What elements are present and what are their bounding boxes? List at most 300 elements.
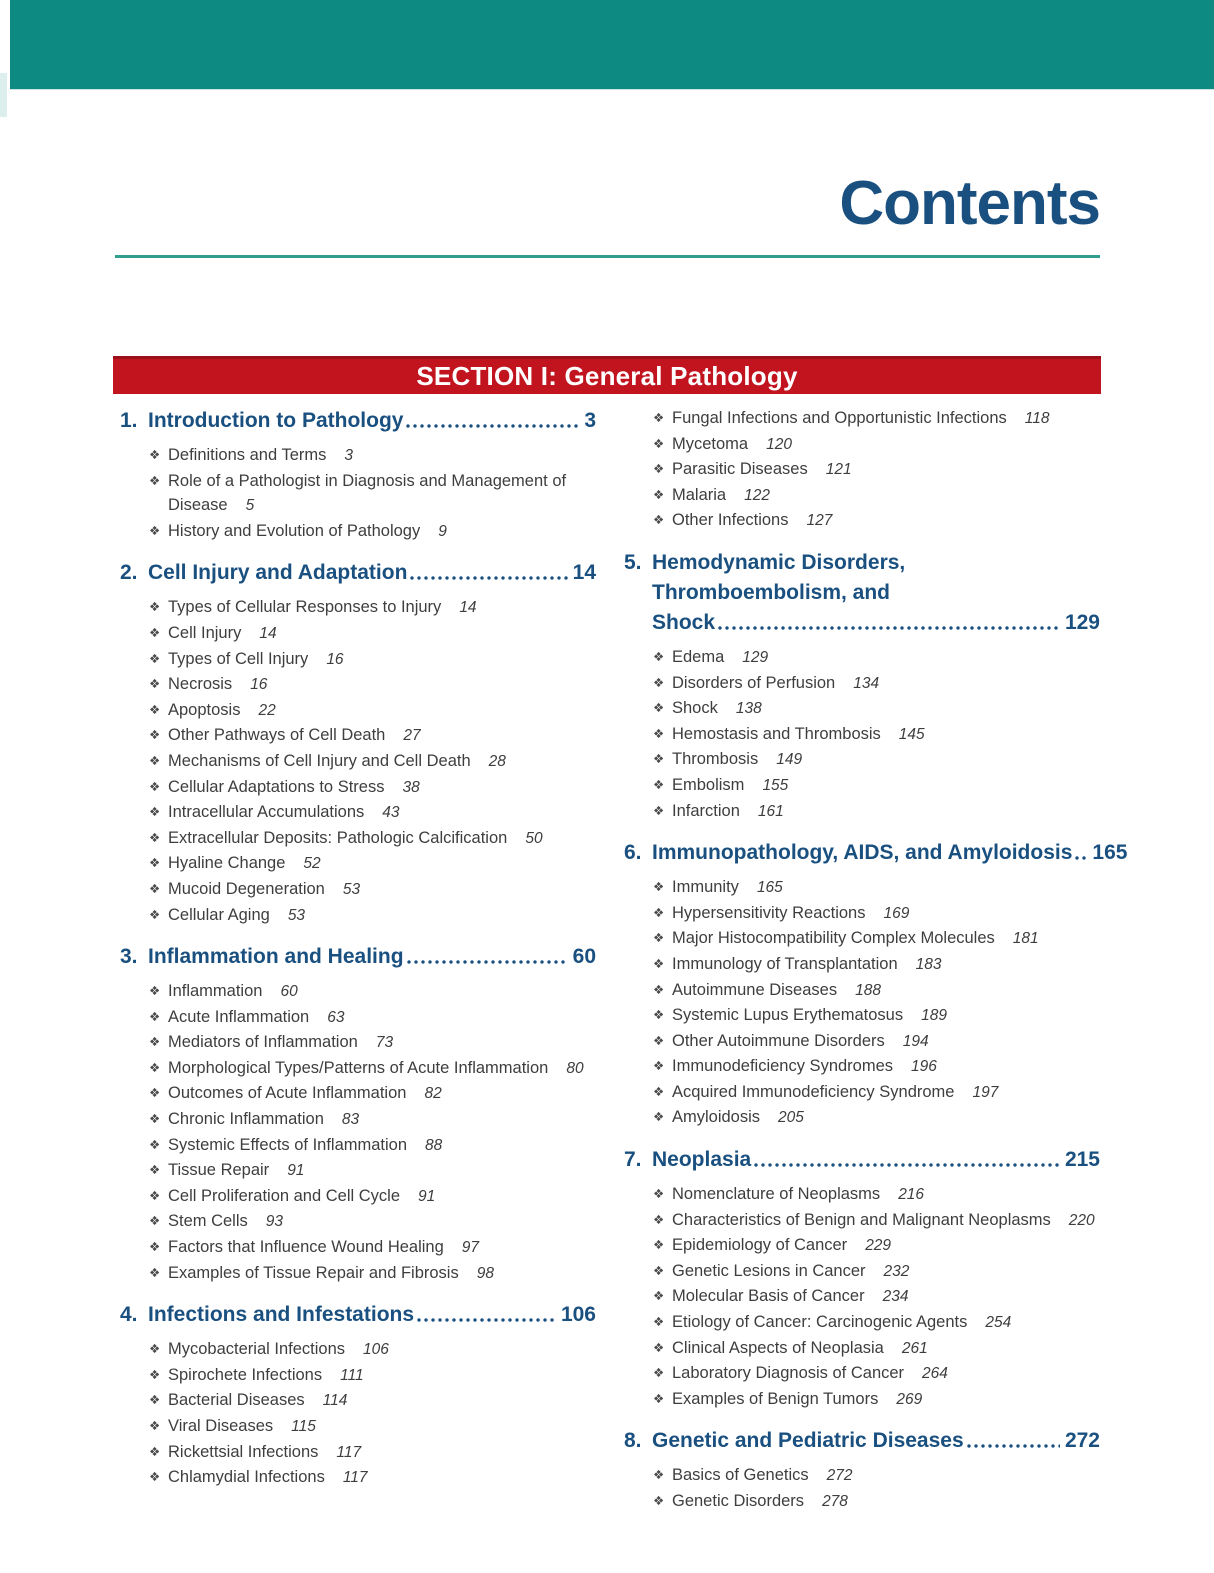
toc-column-2 <box>624 406 1128 1517</box>
toc-item-page: 93 <box>265 1213 284 1231</box>
toc-item-page: 188 <box>855 981 881 999</box>
toc-item-page: 115 <box>291 1418 316 1435</box>
diamond-bullet-icon: ❖ <box>653 1032 665 1048</box>
toc-item <box>120 647 596 673</box>
toc-item <box>624 1387 1100 1413</box>
diamond-bullet-icon: ❖ <box>149 1213 161 1229</box>
toc-item-label: Cellular Adaptations to Stress <box>168 777 385 796</box>
toc-item-label: Inflammation <box>168 982 263 1001</box>
chapter-heading <box>120 406 596 436</box>
diamond-bullet-icon: ❖ <box>653 648 665 664</box>
toc-item-page: 5 <box>245 497 255 515</box>
toc-item-label: Acute Inflammation <box>168 1007 310 1026</box>
chapter-number: 4. <box>120 1303 138 1327</box>
toc-item-page: 52 <box>303 855 321 873</box>
toc-item-page: 196 <box>911 1058 937 1076</box>
chapter-heading <box>624 1145 1100 1175</box>
chapter-title-line <box>148 406 596 436</box>
toc-item <box>624 875 1100 901</box>
toc-item <box>120 1107 596 1133</box>
toc-item <box>624 671 1100 697</box>
dot-leader <box>718 608 1060 638</box>
chapter-heading <box>624 548 1100 638</box>
toc-item-label: Characteristics of Benign and Malignant Neoplasms <box>672 1210 1051 1229</box>
toc-item <box>120 469 596 519</box>
chapter-number: 1. <box>120 409 138 432</box>
toc-item-page: 216 <box>898 1186 925 1204</box>
toc-item <box>624 1259 1100 1285</box>
toc-item-page: 118 <box>1024 410 1050 427</box>
dot-leader <box>407 942 568 972</box>
toc-item-page: 254 <box>985 1314 1012 1332</box>
toc-item-page: 111 <box>340 1366 364 1384</box>
toc-item <box>120 1209 596 1235</box>
toc-item-page: 269 <box>896 1390 923 1408</box>
toc-item-page: 205 <box>778 1109 804 1127</box>
chapter-heading-body <box>148 942 596 972</box>
toc-item <box>624 1233 1100 1259</box>
diamond-bullet-icon: ❖ <box>653 802 665 818</box>
toc-item-page: 3 <box>344 447 353 464</box>
toc-item-page: 181 <box>1012 930 1039 948</box>
toc-item-label: Mucoid Degeneration <box>168 879 325 898</box>
chapter-number: 7. <box>624 1148 642 1172</box>
toc-item-label: Fungal Infections and Opportunistic Infections <box>672 409 1007 427</box>
toc-item-page: 264 <box>922 1365 948 1383</box>
toc-item <box>120 775 596 801</box>
toc-item-page: 16 <box>326 650 344 668</box>
chapter-page-number: 106 <box>560 1303 596 1327</box>
toc-item-label: Edema <box>672 647 725 666</box>
toc-item <box>624 926 1100 952</box>
chapter-heading-body <box>148 1300 596 1330</box>
toc-item-page: 16 <box>250 676 268 694</box>
toc-item <box>120 1440 596 1466</box>
toc-item-label: Immunodeficiency Syndromes <box>672 1057 894 1076</box>
toc-item-label: Systemic Lupus Erythematosus <box>672 1006 904 1025</box>
toc-item-page: 80 <box>566 1059 584 1077</box>
toc-item-label: Bacterial Diseases <box>168 1391 305 1410</box>
toc-item <box>120 595 596 621</box>
toc-item-label: Disorders of Perfusion <box>672 673 836 692</box>
toc-item <box>624 1310 1100 1336</box>
toc-item-label: Examples of Benign Tumors <box>672 1389 879 1408</box>
toc-item-label: Malaria <box>672 485 727 504</box>
toc-item-page: 189 <box>921 1007 947 1025</box>
toc-item-page: 138 <box>735 700 762 718</box>
toc-item-page: 27 <box>403 727 421 745</box>
diamond-bullet-icon: ❖ <box>653 1390 665 1406</box>
toc-item-label: Stem Cells <box>168 1212 248 1231</box>
header-bar <box>10 0 1214 90</box>
chapter-title: Neoplasia <box>652 1148 752 1172</box>
chapter-title: Immunopathology, AIDS, and Amyloidosis <box>652 841 1073 865</box>
toc-item-page: 88 <box>425 1136 443 1154</box>
chapter-title-line <box>652 1426 1100 1456</box>
toc-item <box>624 1208 1100 1234</box>
toc-item-label: Definitions and Terms <box>168 446 327 464</box>
diamond-bullet-icon: ❖ <box>149 1162 161 1178</box>
dot-leader <box>967 1426 1060 1456</box>
diamond-bullet-icon: ❖ <box>653 700 665 716</box>
chapter-title-line <box>652 608 1100 638</box>
toc-item <box>624 1463 1100 1489</box>
toc-item-page: 73 <box>375 1034 394 1052</box>
toc-item <box>624 747 1100 773</box>
toc-item <box>624 1336 1100 1362</box>
toc-item-label: Tissue Repair <box>168 1161 270 1180</box>
toc-item-page: 234 <box>882 1288 909 1306</box>
diamond-bullet-icon: ❖ <box>149 752 161 768</box>
diamond-bullet-icon: ❖ <box>653 955 665 971</box>
toc-item <box>120 1337 596 1363</box>
chapter-items <box>624 875 1100 1131</box>
toc-item <box>120 1005 596 1031</box>
toc-item <box>120 749 596 775</box>
toc-item <box>624 901 1100 927</box>
toc-item-label: Other Infections <box>672 511 789 530</box>
toc-item <box>120 1133 596 1159</box>
toc-item-label: Cell Proliferation and Cell Cycle <box>168 1186 401 1205</box>
page-title: Contents <box>839 169 1100 238</box>
toc-item <box>120 826 596 852</box>
diamond-bullet-icon: ❖ <box>653 776 665 792</box>
chapter-number: 5. <box>624 550 642 574</box>
toc-item-page: 98 <box>476 1264 494 1282</box>
toc-item-label: Laboratory Diagnosis of Cancer <box>672 1364 905 1383</box>
diamond-bullet-icon: ❖ <box>149 855 161 871</box>
diamond-bullet-icon: ❖ <box>149 829 161 845</box>
toc-item-page: 22 <box>258 701 276 719</box>
diamond-bullet-icon: ❖ <box>149 447 161 462</box>
chapter-title-line <box>652 838 1128 868</box>
toc-item-label: Mechanisms of Cell Injury and Cell Death <box>168 751 471 770</box>
diamond-bullet-icon: ❖ <box>149 1239 161 1255</box>
toc-item-page: 60 <box>280 983 298 1001</box>
diamond-bullet-icon: ❖ <box>149 522 161 538</box>
toc-item-page: 229 <box>865 1237 892 1255</box>
chapter-heading <box>624 1426 1100 1456</box>
toc-item-page: 106 <box>363 1341 389 1359</box>
chapter-block <box>120 1300 596 1491</box>
toc-item <box>624 978 1100 1004</box>
toc-item-page: 63 <box>327 1008 345 1026</box>
toc-item-label: Immunity <box>672 878 739 897</box>
toc-item-label: Parasitic Diseases <box>672 460 808 479</box>
diamond-bullet-icon: ❖ <box>149 472 161 488</box>
toc-item <box>120 1030 596 1056</box>
diamond-bullet-icon: ❖ <box>653 1493 665 1508</box>
toc-item-page: 165 <box>756 879 783 897</box>
chapter-page-number: 215 <box>1064 1148 1100 1172</box>
toc-item-page: 43 <box>382 804 400 822</box>
toc-item-label: Other Autoimmune Disorders <box>672 1031 885 1050</box>
toc-item <box>624 432 1100 458</box>
diamond-bullet-icon: ❖ <box>653 1237 665 1253</box>
dot-leader <box>1075 838 1087 868</box>
toc-item <box>120 698 596 724</box>
chapter-heading-body <box>148 558 596 588</box>
chapter-items <box>624 645 1100 824</box>
chapter-block <box>624 1145 1100 1412</box>
chapter-block <box>624 838 1128 1131</box>
chapter-heading-body <box>652 1145 1100 1175</box>
toc-item <box>120 851 596 877</box>
chapter-title-pre: Hemodynamic Disorders, Thromboembolism, and <box>652 550 906 604</box>
diamond-bullet-icon: ❖ <box>653 725 665 741</box>
chapter-page-number: 165 <box>1092 841 1128 865</box>
section-banner <box>113 356 1101 394</box>
chapter-heading-body <box>652 548 1100 638</box>
diamond-bullet-icon: ❖ <box>149 983 161 999</box>
diamond-bullet-icon: ❖ <box>149 880 161 896</box>
toc-item-page: 53 <box>287 906 306 924</box>
chapter-title: Cell Injury and Adaptation <box>148 561 408 585</box>
toc-item <box>624 799 1100 825</box>
diamond-bullet-icon: ❖ <box>653 1186 665 1202</box>
toc-item-page: 38 <box>402 778 420 796</box>
toc-item-label: Major Histocompatibility Complex Molecules <box>672 929 995 948</box>
diamond-bullet-icon: ❖ <box>653 1083 665 1099</box>
diamond-bullet-icon: ❖ <box>653 1288 665 1304</box>
toc-item-page: 50 <box>525 829 543 847</box>
chapter-title: Genetic and Pediatric Diseases <box>652 1429 964 1453</box>
diamond-bullet-icon: ❖ <box>653 1365 665 1381</box>
chapter-heading <box>120 1300 596 1330</box>
toc-item <box>624 1182 1100 1208</box>
chapter-items <box>120 595 596 928</box>
chapter-heading-body <box>148 406 596 436</box>
toc-item <box>120 877 596 903</box>
toc-item-page: 117 <box>336 1443 362 1461</box>
toc-item-page: 194 <box>902 1032 929 1050</box>
diamond-bullet-icon: ❖ <box>149 701 161 717</box>
chapter-page-number: 3 <box>584 409 596 432</box>
toc-item-page: 169 <box>883 904 910 922</box>
toc-item <box>120 1081 596 1107</box>
toc-item-label: Embolism <box>672 775 745 794</box>
diamond-bullet-icon: ❖ <box>653 1339 665 1355</box>
diamond-bullet-icon: ❖ <box>653 486 665 502</box>
toc-item <box>624 483 1100 509</box>
diamond-bullet-icon: ❖ <box>149 1008 161 1024</box>
diamond-bullet-icon: ❖ <box>653 930 665 946</box>
diamond-bullet-icon: ❖ <box>653 1007 665 1023</box>
toc-item-label: Shock <box>672 699 718 718</box>
toc-item <box>624 1003 1100 1029</box>
toc-item-label: Chlamydial Infections <box>168 1468 325 1487</box>
toc-item-label: Cellular Aging <box>168 905 270 924</box>
toc-item-label: Systemic Effects of Inflammation <box>168 1135 408 1154</box>
diamond-bullet-icon: ❖ <box>653 1314 665 1330</box>
chapter-items <box>120 443 596 544</box>
toc-item-label: Viral Diseases <box>168 1417 274 1435</box>
toc-item <box>120 1158 596 1184</box>
toc-item-label: Mycetoma <box>672 434 749 453</box>
toc-item-label: Spirochete Infections <box>168 1365 323 1384</box>
toc-item-label: Apoptosis <box>168 700 241 719</box>
diamond-bullet-icon: ❖ <box>149 1034 161 1050</box>
toc-item-page: 91 <box>287 1162 305 1180</box>
chapter-number: 8. <box>624 1429 642 1453</box>
section-banner-label: SECTION I: General Pathology <box>416 361 798 391</box>
toc-item <box>624 1105 1100 1131</box>
toc-item <box>624 1361 1100 1387</box>
toc-item-label: Role of a Pathologist in Diagnosis and Management of Disease <box>168 471 567 515</box>
chapter-block <box>624 406 1100 534</box>
diamond-bullet-icon: ❖ <box>149 1341 161 1357</box>
toc-item <box>624 1080 1100 1106</box>
page-edge-artifact <box>0 73 7 117</box>
diamond-bullet-icon: ❖ <box>653 751 665 767</box>
toc-item <box>120 1261 596 1287</box>
diamond-bullet-icon: ❖ <box>653 512 665 528</box>
toc-item-page: 127 <box>806 512 833 530</box>
chapter-title: Shock <box>652 610 716 634</box>
toc-item-label: Nomenclature of Neoplasms <box>672 1185 881 1204</box>
toc-item-label: Genetic Lesions in Cancer <box>672 1261 866 1280</box>
toc-item-page: 14 <box>459 599 477 617</box>
chapter-page-number: 14 <box>572 561 596 585</box>
toc-item-page: 149 <box>776 751 803 769</box>
chapter-title: Infections and Infestations <box>148 1303 415 1327</box>
toc-item-label: Infarction <box>672 801 740 820</box>
toc-item <box>624 645 1100 671</box>
toc-item <box>624 952 1100 978</box>
diamond-bullet-icon: ❖ <box>149 1187 161 1203</box>
toc-item-page: 97 <box>461 1239 480 1257</box>
dot-leader <box>417 1300 556 1330</box>
toc-columns <box>120 406 1128 1517</box>
chapter-items <box>120 1337 596 1491</box>
toc-item <box>120 723 596 749</box>
toc-item-label: Clinical Aspects of Neoplasia <box>672 1338 884 1357</box>
toc-item <box>120 443 596 469</box>
dot-leader <box>410 558 567 588</box>
diamond-bullet-icon: ❖ <box>149 1392 161 1408</box>
toc-item <box>624 1054 1100 1080</box>
chapter-number: 6. <box>624 841 642 865</box>
toc-item-page: 9 <box>438 522 447 540</box>
chapter-page-number: 129 <box>1064 610 1100 634</box>
toc-item <box>120 1414 596 1440</box>
toc-item <box>624 722 1100 748</box>
chapter-title-line <box>148 1300 596 1330</box>
toc-item-label: Mycobacterial Infections <box>168 1340 345 1359</box>
toc-item-label: Rickettsial Infections <box>168 1442 319 1461</box>
diamond-bullet-icon: ❖ <box>653 674 665 690</box>
toc-item <box>120 1465 596 1491</box>
diamond-bullet-icon: ❖ <box>149 727 161 743</box>
diamond-bullet-icon: ❖ <box>653 1262 665 1278</box>
toc-item-label: Types of Cellular Responses to Injury <box>168 598 442 617</box>
toc-item <box>120 903 596 929</box>
chapter-number: 3. <box>120 945 138 969</box>
diamond-bullet-icon: ❖ <box>653 1109 665 1125</box>
toc-item <box>624 406 1100 432</box>
diamond-bullet-icon: ❖ <box>149 1469 161 1485</box>
diamond-bullet-icon: ❖ <box>149 778 161 794</box>
toc-item-label: Hyaline Change <box>168 854 286 873</box>
chapter-block <box>624 548 1100 824</box>
diamond-bullet-icon: ❖ <box>653 981 665 997</box>
chapter-heading-body <box>652 1426 1100 1456</box>
chapter-block <box>624 1426 1100 1514</box>
chapter-title: Inflammation and Healing <box>148 945 404 969</box>
toc-item-label: Thrombosis <box>672 750 759 769</box>
toc-item <box>624 696 1100 722</box>
toc-item-label: Morphological Types/Patterns of Acute Inflammation <box>168 1058 549 1077</box>
chapter-title-line <box>652 1145 1100 1175</box>
dot-leader <box>754 1145 1060 1175</box>
toc-item-label: Outcomes of Acute Inflammation <box>168 1084 407 1103</box>
toc-item-page: 120 <box>766 435 792 453</box>
toc-item-label: Immunology of Transplantation <box>672 954 898 973</box>
diamond-bullet-icon: ❖ <box>149 906 161 922</box>
diamond-bullet-icon: ❖ <box>149 1085 161 1101</box>
chapter-items <box>120 979 596 1286</box>
diamond-bullet-icon: ❖ <box>653 1211 665 1227</box>
diamond-bullet-icon: ❖ <box>149 676 161 692</box>
toc-item-page: 272 <box>826 1467 853 1485</box>
diamond-bullet-icon: ❖ <box>149 1418 161 1433</box>
toc-item-page: 155 <box>762 776 789 794</box>
toc-item <box>120 1235 596 1261</box>
toc-item-page: 145 <box>898 725 925 743</box>
chapter-page-number: 272 <box>1064 1429 1100 1453</box>
diamond-bullet-icon: ❖ <box>149 1366 161 1382</box>
diamond-bullet-icon: ❖ <box>149 1111 161 1127</box>
title-rule <box>115 255 1100 258</box>
toc-item-page: 278 <box>822 1493 848 1510</box>
diamond-bullet-icon: ❖ <box>653 435 665 451</box>
toc-item-page: 122 <box>744 486 770 504</box>
toc-item-label: Examples of Tissue Repair and Fibrosis <box>168 1263 459 1282</box>
chapter-title: Introduction to Pathology <box>148 409 404 432</box>
toc-item-page: 121 <box>825 461 852 479</box>
chapter-heading <box>120 942 596 972</box>
diamond-bullet-icon: ❖ <box>653 410 665 425</box>
toc-item-label: Basics of Genetics <box>672 1466 809 1485</box>
toc-item-label: Mediators of Inflammation <box>168 1033 358 1052</box>
toc-item <box>120 1363 596 1389</box>
toc-item-page: 161 <box>757 802 784 820</box>
toc-item <box>624 1029 1100 1055</box>
toc-item <box>120 979 596 1005</box>
diamond-bullet-icon: ❖ <box>149 1059 161 1075</box>
toc-item-label: Etiology of Cancer: Carcinogenic Agents <box>672 1313 968 1332</box>
diamond-bullet-icon: ❖ <box>653 904 665 920</box>
diamond-bullet-icon: ❖ <box>149 650 161 666</box>
toc-item-label: Amyloidosis <box>672 1108 761 1127</box>
toc-item <box>120 672 596 698</box>
toc-item-label: Types of Cell Injury <box>168 649 309 668</box>
toc-item-page: 183 <box>915 955 942 973</box>
diamond-bullet-icon: ❖ <box>149 804 161 820</box>
toc-item-label: Genetic Disorders <box>672 1492 805 1510</box>
toc-item-page: 232 <box>883 1262 910 1280</box>
toc-item-label: Autoimmune Diseases <box>672 980 838 999</box>
toc-item <box>624 1284 1100 1310</box>
chapter-title-line <box>148 558 596 588</box>
toc-item-page: 117 <box>342 1469 368 1487</box>
diamond-bullet-icon: ❖ <box>149 1136 161 1152</box>
toc-item <box>120 1184 596 1210</box>
diamond-bullet-icon: ❖ <box>653 461 665 477</box>
chapter-title-line <box>148 942 596 972</box>
toc-item <box>120 800 596 826</box>
chapter-page-number: 60 <box>572 945 596 969</box>
